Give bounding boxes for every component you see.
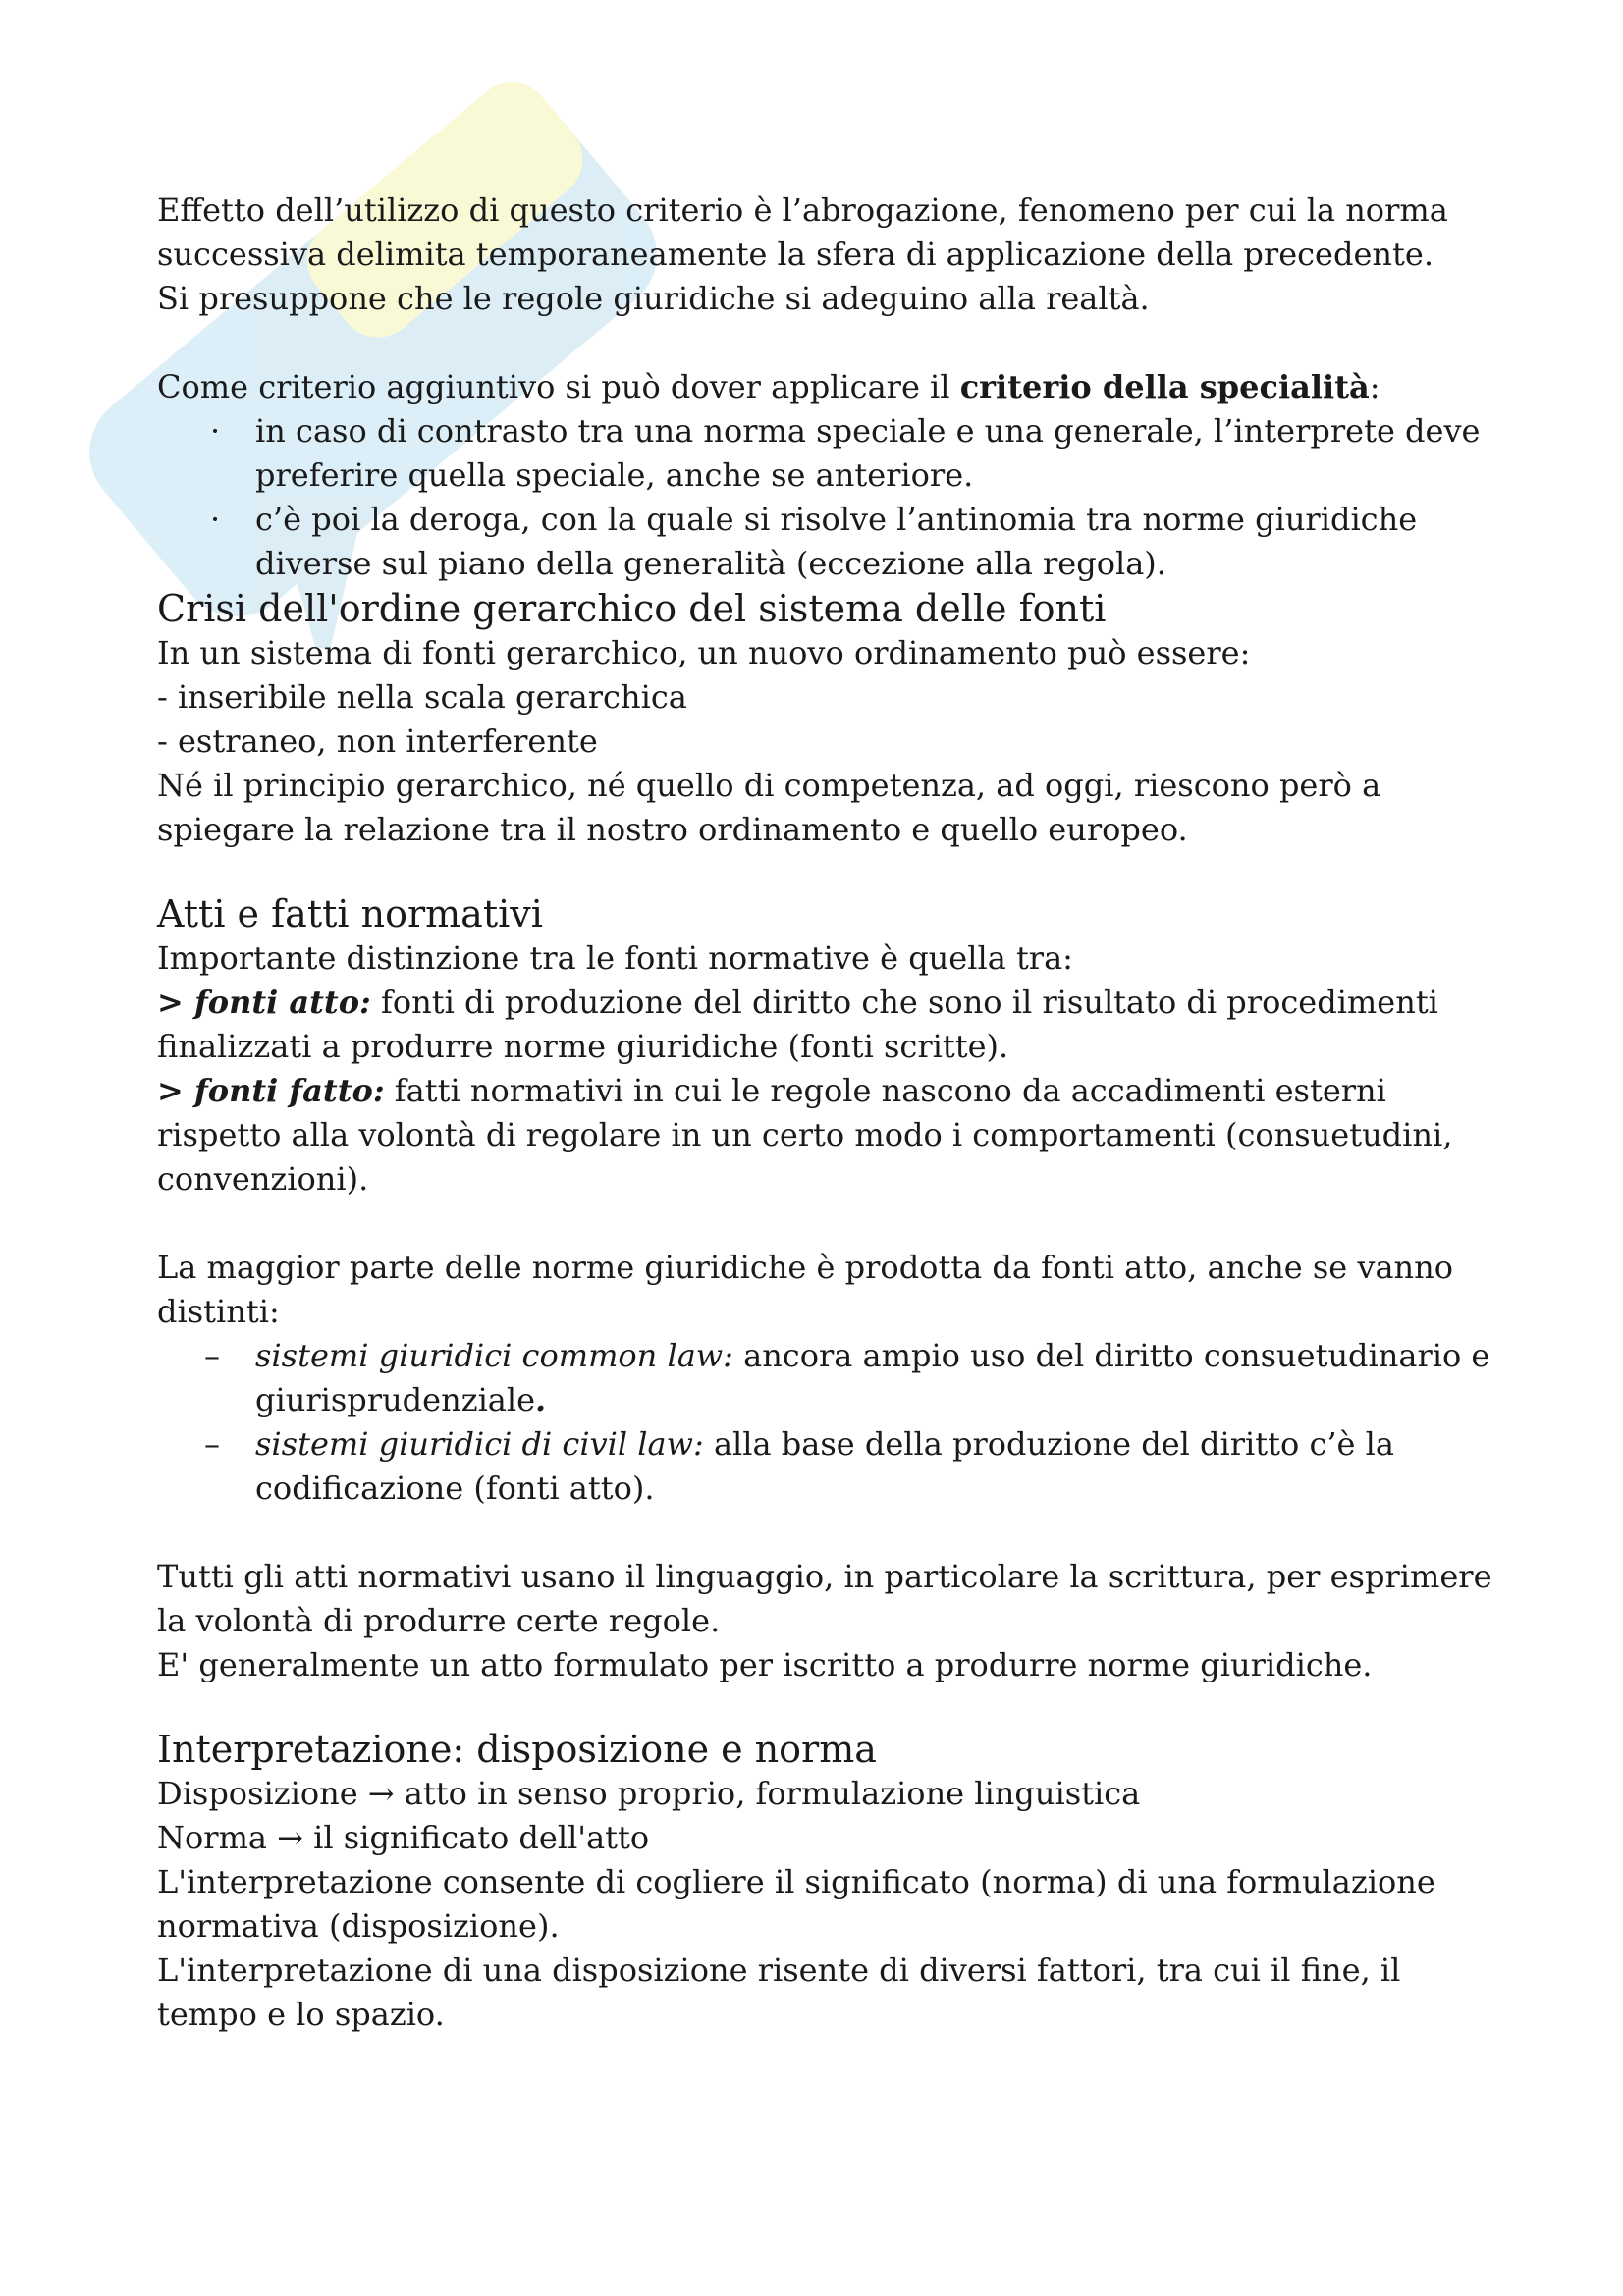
- list-item: – sistemi giuridici common law: ancora ampio uso del diritto consuetudinario e giurisprudenziale.: [157, 1334, 1492, 1422]
- fonti-atto-label: > fonti atto:: [157, 984, 371, 1021]
- crisi-line: Né il principio gerarchico, né quello di competenza, ad oggi, riescono però a spiegare la relazione tra il nostro ordinamento e quello europeo.: [157, 767, 1381, 848]
- specialita-list: [157, 409, 1492, 586]
- bullet-dash: –: [204, 1337, 220, 1374]
- interpretazione-line: Disposizione → atto in senso proprio, formulazione linguistica: [157, 1775, 1141, 1812]
- systems-list: [157, 1334, 1492, 1511]
- atti-intro: Importante distinzione tra le fonti normative è quella tra:: [157, 939, 1073, 977]
- section-heading-interpretazione: Interpretazione: disposizione e norma: [157, 1728, 877, 1771]
- tutti-paragraph-2: E' generalmente un atto formulato per iscritto a produrre norme giuridiche.: [157, 1646, 1373, 1683]
- intro-paragraph: Effetto dell’utilizzo di questo criterio è l’abrogazione, fenomeno per cui la norma successiva delimita temporaneamente la sfera di applicazione della precedente.: [157, 191, 1448, 273]
- crisi-line: - inseribile nella scala gerarchica: [157, 678, 687, 716]
- bullet-dot: ·: [210, 412, 221, 450]
- specialita-term: criterio della specialità: [959, 368, 1370, 405]
- interpretazione-line: L'interpretazione di una disposizione risente di diversi fattori, tra cui il fine, il tempo e lo spazio.: [157, 1951, 1401, 2033]
- interpretazione-line: L'interpretazione consente di cogliere il significato (norma) di una formulazione normativa (disposizione).: [157, 1863, 1435, 1945]
- bullet-dash: –: [204, 1425, 220, 1463]
- system-label: sistemi giuridici di civil law:: [255, 1425, 704, 1463]
- tutti-paragraph: Tutti gli atti normativi usano il linguaggio, in particolare la scrittura, per esprimere la volontà di produrre certe regole.: [157, 1558, 1492, 1639]
- section-heading-atti: Atti e fatti normativi: [157, 892, 543, 935]
- fonti-atto-definition: > fonti atto: fonti di produzione del diritto che sono il risultato di procedimenti finalizzati a produrre norme giuridiche (fonti scritte).: [157, 984, 1438, 1065]
- system-label: sistemi giuridici common law:: [255, 1337, 733, 1374]
- crisi-line: - estraneo, non interferente: [157, 722, 598, 760]
- list-item: · c’è poi la deroga, con la quale si risolve l’antinomia tra norme giuridiche diverse sul piano della generalità (eccezione alla regola).: [157, 498, 1492, 586]
- fonti-fatto-definition: > fonti fatto: fatti normativi in cui le regole nascono da accadimenti esterni rispetto alla volontà di regolare in un certo modo i comportamenti (consuetudini, convenzioni).: [157, 1072, 1453, 1198]
- bullet-dot: ·: [210, 501, 221, 538]
- maggior-parte-paragraph: La maggior parte delle norme giuridiche è prodotta da fonti atto, anche se vanno distinti:: [157, 1249, 1454, 1330]
- list-item: – sistemi giuridici di civil law: alla base della produzione del diritto c’è la codificazione (fonti atto).: [157, 1422, 1492, 1511]
- section-heading-crisi: Crisi dell'ordine gerarchico del sistema delle fonti: [157, 587, 1107, 630]
- crisi-line: In un sistema di fonti gerarchico, un nuovo ordinamento può essere:: [157, 634, 1251, 671]
- interpretazione-line: Norma → il significato dell'atto: [157, 1819, 650, 1856]
- intro-paragraph-2: Si presuppone che le regole giuridiche si adeguino alla realtà.: [157, 280, 1150, 317]
- specialita-intro: Come criterio aggiuntivo si può dover applicare il criterio della specialità:: [157, 368, 1380, 405]
- fonti-fatto-label: > fonti fatto:: [157, 1072, 385, 1109]
- list-item: · in caso di contrasto tra una norma speciale e una generale, l’interprete deve preferire quella speciale, anche se anteriore.: [157, 409, 1492, 498]
- document-page: [157, 188, 1492, 2037]
